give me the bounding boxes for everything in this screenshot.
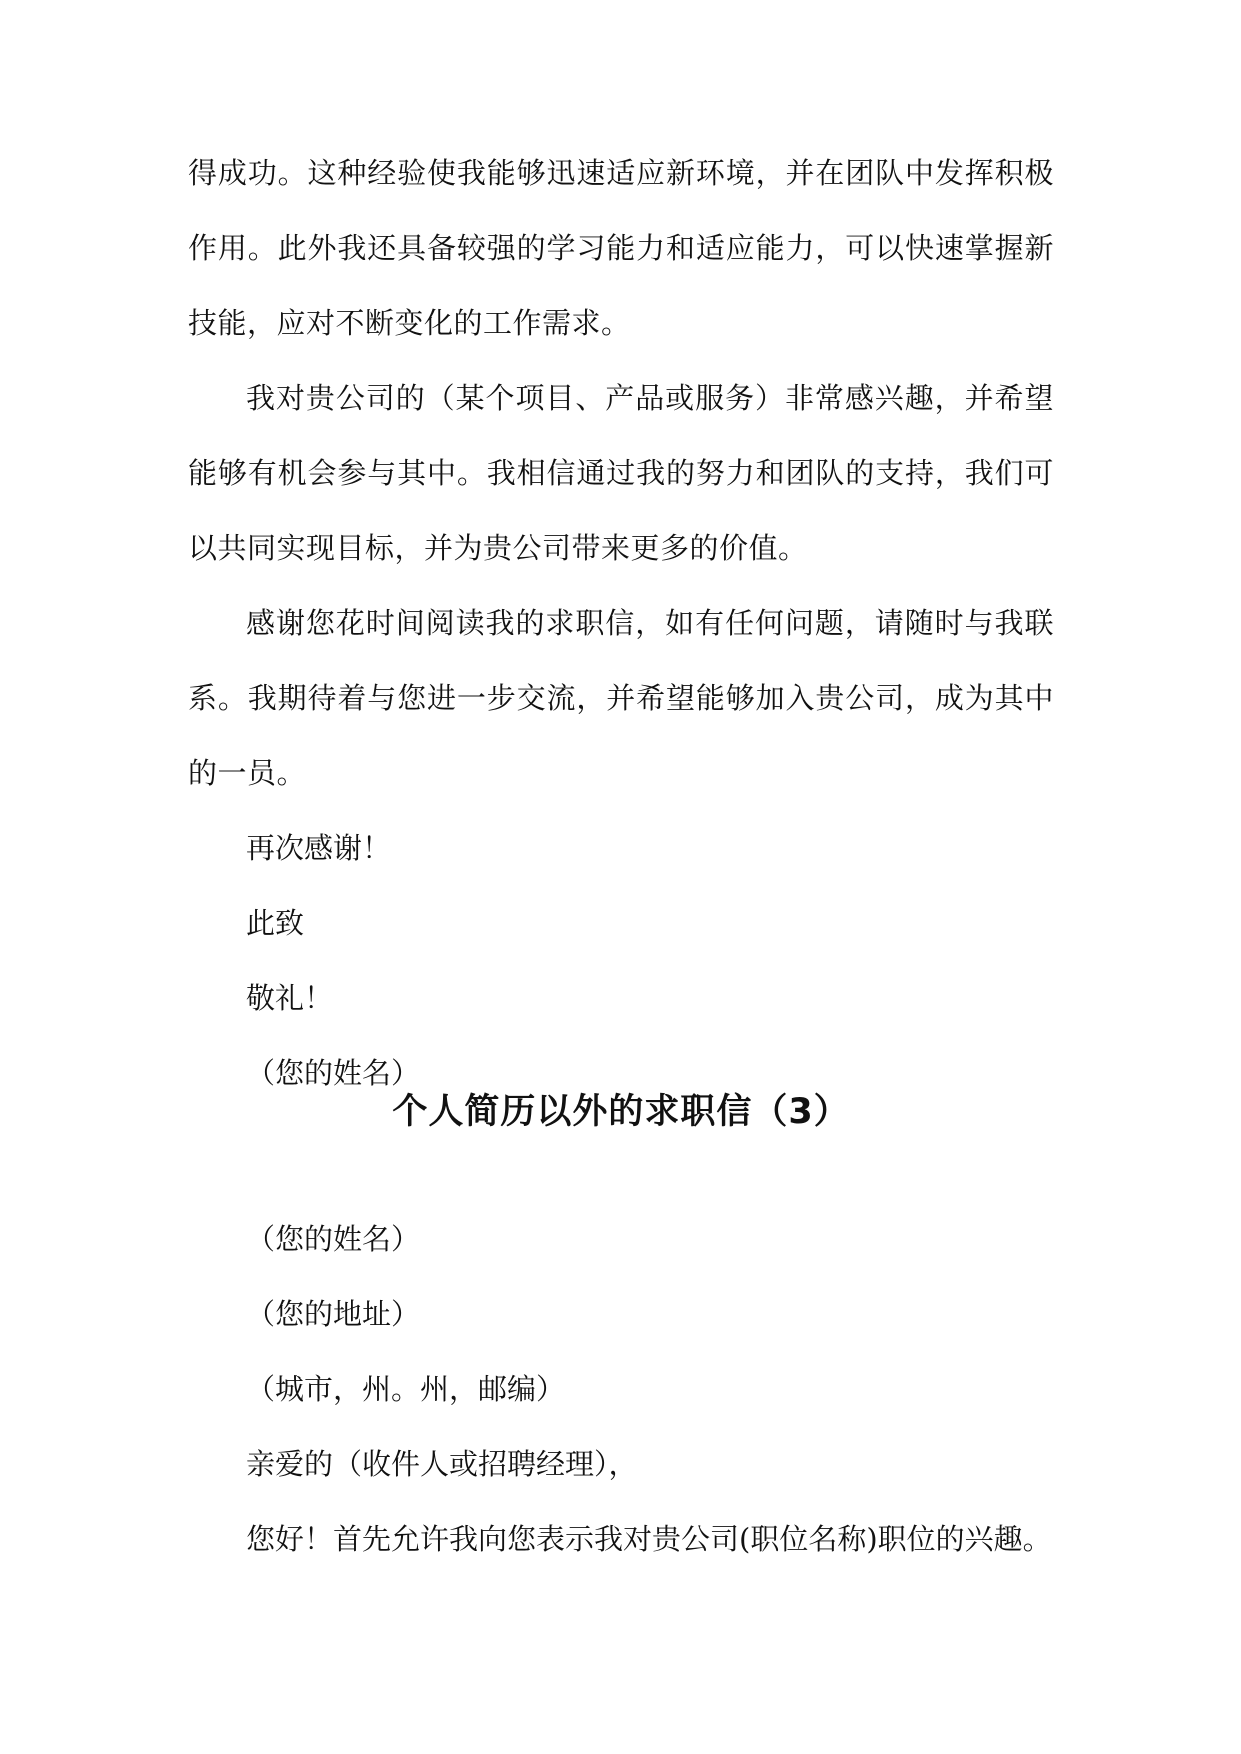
closing-regards: 敬礼！ xyxy=(246,981,334,1015)
sender-address: （您的地址） xyxy=(246,1297,421,1331)
greeting: 亲爱的（收件人或招聘经理）， xyxy=(246,1447,638,1481)
sender-city-state-zip: （城市，州。州，邮编） xyxy=(246,1372,566,1406)
opening-sentence: 您好！首先允许我向您表示我对贵公司(职位名称)职位的兴趣。 xyxy=(246,1522,1052,1556)
paragraph-continuation: 得成功。这种经验使我能够迅速适应新环境，并在团队中发挥积极作用。此外我还具备较强的学习能力和适应能力，可以快速掌握新技能，应对不断变化的工作需求。 xyxy=(188,156,1054,340)
sender-name: （您的姓名） xyxy=(246,1222,421,1256)
paragraph-interest: 我对贵公司的（某个项目、产品或服务）非常感兴趣，并希望能够有机会参与其中。我相信通过我的努力和团队的支持，我们可以共同实现目标，并为贵公司带来更多的价值。 xyxy=(188,381,1054,565)
paragraph-thanks: 感谢您花时间阅读我的求职信，如有任何问题，请随时与我联系。我期待着与您进一步交流，并希望能够加入贵公司，成为其中的一员。 xyxy=(188,606,1054,790)
closing-thanks-again: 再次感谢！ xyxy=(246,831,392,865)
letter-title: 个人简历以外的求职信（3） xyxy=(392,1092,850,1132)
closing-salutation: 此致 xyxy=(246,906,305,940)
letter-body xyxy=(188,136,1054,1111)
signature-placeholder: （您的姓名） xyxy=(246,1056,421,1090)
letter-header xyxy=(188,1202,1054,1577)
